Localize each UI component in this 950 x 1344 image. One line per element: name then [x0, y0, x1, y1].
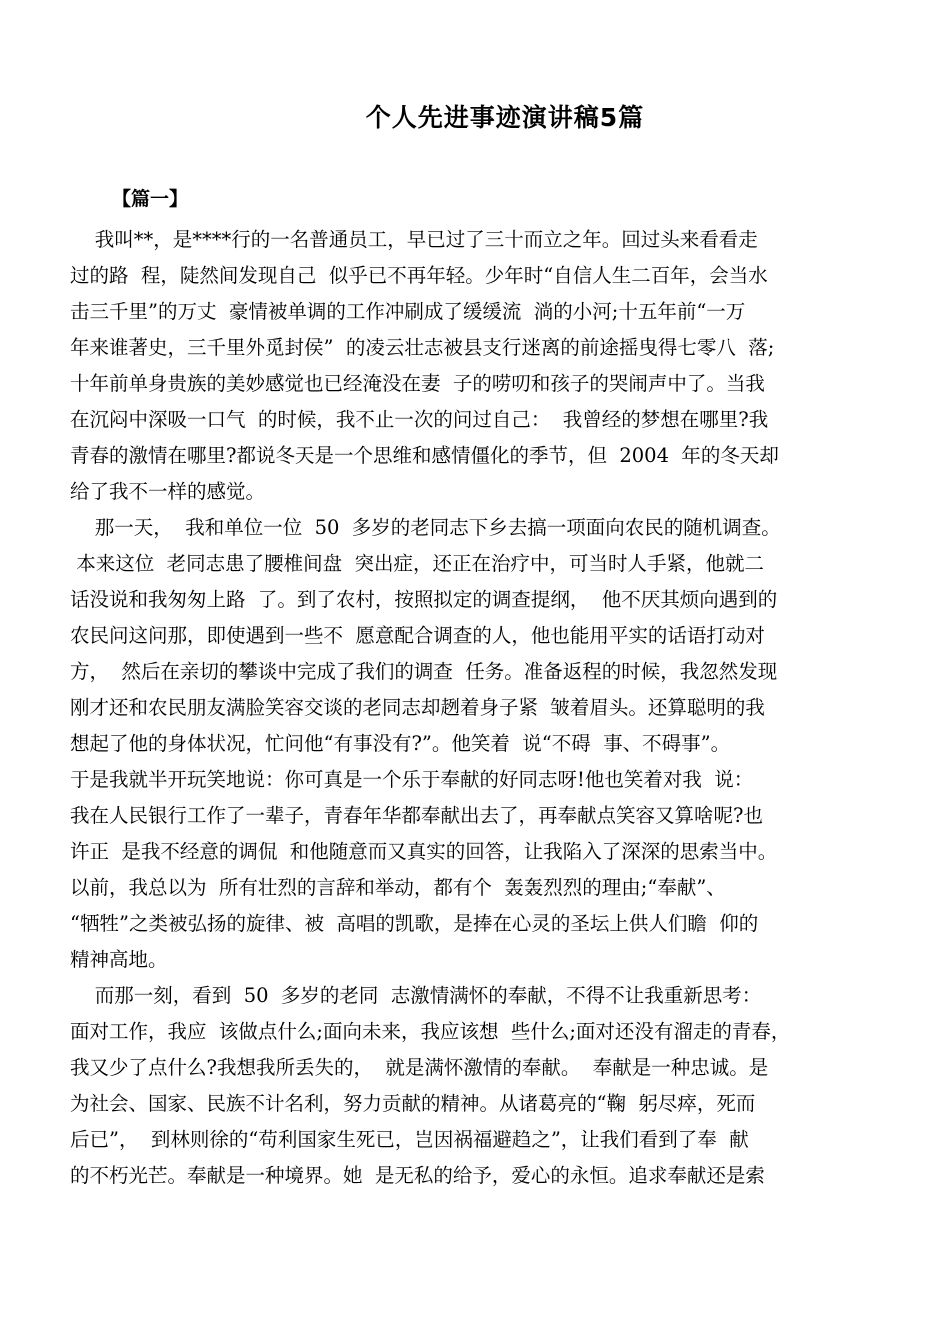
text-line: 想起了他的身体状况，忙问他“有事没有?”。他笑着 说“不碍 事、不碍事”。: [70, 732, 731, 755]
text-line: 为社会、国家、民族不计名利，努力贡献的精神。从诸葛亮的“鞠 躬尽瘁，死而: [70, 1092, 756, 1115]
text-line: 以前，我总以为 所有壮烈的言辞和举动，都有个 轰轰烈烈的理由;“奉献”、: [70, 876, 726, 899]
text-line: 于是我就半开玩笑地说：你可真是一个乐于奉献的好同志呀!他也笑着对我 说：: [70, 768, 754, 791]
text-line: 过的路 程，陡然间发现自己 似乎已不再年轻。少年时“自信人生二百年，会当水: [70, 264, 768, 287]
text-line: 我在人民银行工作了一辈子，青春年华都奉献出去了，再奉献点笑容又算啥呢?也: [70, 804, 763, 827]
text-line: 的不朽光芒。奉献是一种境界。她 是无私的给予，爱心的永恒。追求奉献还是索: [70, 1164, 765, 1187]
text-line: 我又少了点什么?我想我所丢失的， 就是满怀激情的奉献。 奉献是一种忠诚。是: [70, 1056, 769, 1079]
text-line: 那一天， 我和单位一位 50 多岁的老同志下乡去搞一项面向农民的随机调查。: [70, 516, 781, 539]
text-line: 刚才还和农民朋友满脸笑容交谈的老同志却趔着身子紧 皱着眉头。还算聪明的我: [70, 696, 765, 719]
text-line: 面对工作，我应 该做点什么;面向未来，我应该想 些什么;面对还没有溜走的青春，: [70, 1020, 791, 1043]
text-line: 给了我不一样的感觉。: [70, 480, 266, 503]
page-title: 个人先进事迹演讲稿5篇: [365, 103, 645, 132]
text-line: “牺牲”之类被弘扬的旋律、被 高唱的凯歌，是捧在心灵的圣坛上供人们瞻 仰的: [70, 912, 759, 935]
text-line: 许正 是我不经意的调侃 和他随意而又真实的回答，让我陷入了深深的思索当中。: [70, 840, 778, 863]
text-line: 农民问这问那，即使遇到一些不 愿意配合调查的人，他也能用平实的话语打动对: [70, 624, 765, 647]
text-line: 在沉闷中深吸一口气 的时候，我不止一次的问过自己： 我曾经的梦想在哪里?我: [70, 408, 769, 431]
text-line: 后已”， 到林则徐的“苟利国家生死已，岂因祸福避趋之”，让我们看到了奉 献: [70, 1128, 749, 1151]
text-line: 十年前单身贵族的美妙感觉也已经淹没在妻 子的唠叨和孩子的哭闹声中了。当我: [70, 372, 765, 395]
text-line: 我叫**，是****行的一名普通员工，早已过了三十而立之年。回过头来看看走: [70, 228, 758, 251]
text-line: 击三千里”的万丈 豪情被单调的工作冲刷成了缓缓流 淌的小河;十五年前“一万: [70, 300, 746, 323]
text-line: 而那一刻，看到 50 多岁的老同 志激情满怀的奉献，不得不让我重新思考：: [70, 984, 762, 1007]
text-line: 精神高地。: [70, 948, 168, 971]
text-line: 年来谁著史，三千里外觅封侯” 的凌云壮志被县支行迷离的前途摇曳得七零八 落;: [70, 336, 775, 359]
text-line: 方， 然后在亲切的攀谈中完成了我们的调查 任务。准备返程的时候，我忽然发现: [70, 660, 778, 683]
text-line: 话没说和我匆匆上路 了。到了农村，按照拟定的调查提纲， 他不厌其烦向遇到的: [70, 588, 778, 611]
text-line: 本来这位 老同志患了腰椎间盘 突出症，还正在治疗中，可当时人手紧，他就二: [70, 552, 764, 575]
section-heading: 【篇一】: [112, 188, 189, 210]
text-line: 青春的激情在哪里?都说冬天是一个思维和感情僵化的季节，但 2004 年的冬天却: [70, 444, 779, 467]
